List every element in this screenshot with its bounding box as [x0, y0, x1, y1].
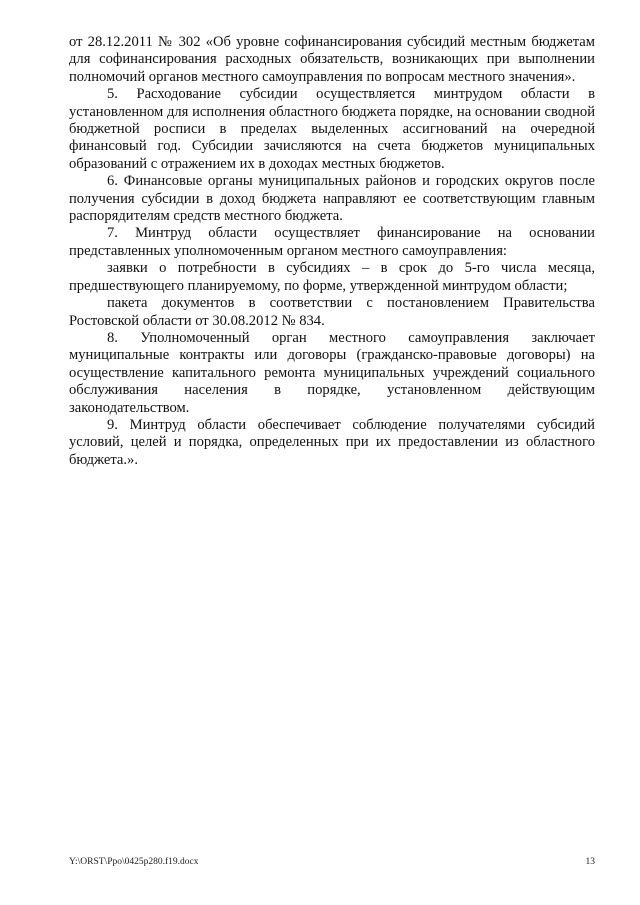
paragraph-item-6: 6. Финансовые органы муниципальных районов и городских округов после получения субсидии в доход бюджета направляют ее соответствующим главным распорядителям средств местного бюджета.	[69, 173, 595, 225]
paragraph-item-8: 8. Уполномоченный орган местного самоуправления заключает муниципальные контракты или договоры (гражданско-правовые договоры) на осуществление капитального ремонта муниципальных учреждений социального обслуживания населения в порядке, установленном действующим законодательством.	[69, 329, 595, 416]
document-body	[69, 34, 595, 469]
paragraph-item-7-subitem-application: заявки о потребности в субсидиях – в срок до 5-го числа месяца, предшествующего планируемому, по форме, утвержденной минтрудом области;	[69, 260, 595, 294]
paragraph-item-9: 9. Минтруд области обеспечивает соблюдение получателями субсидий условий, целей и порядка, определенных при их предоставлении из областного бюджета.».	[69, 416, 595, 468]
footer-page-number: 13	[585, 857, 595, 867]
page-footer	[69, 855, 595, 869]
paragraph-continuation: от 28.12.2011 № 302 «Об уровне софинансирования субсидий местным бюджетам для софинансирования расходных обязательств, возникающих при выполнении полномочий органов местного самоуправления по вопросам местного значения».	[69, 34, 595, 85]
paragraph-item-5: 5. Расходование субсидии осуществляется минтрудом области в установленном для исполнения областного бюджета порядке, на основании сводной бюджетной росписи в пределах выделенных ассигнований на очередной финансовый год. Субсидии зачисляются на счета бюджетов муниципальных образований с отражением их в доходах местных бюджетов.	[69, 86, 595, 172]
footer-file-path: Y:\ORST\Ppo\0425p280.f19.docx	[69, 857, 199, 867]
paragraph-item-7: 7. Минтруд области осуществляет финансирование на основании представленных уполномоченным органом местного самоуправления:	[69, 225, 595, 259]
paragraph-item-7-subitem-documents: пакета документов в соответствии с постановлением Правительства Ростовской области от 30.08.2012 № 834.	[69, 295, 595, 329]
